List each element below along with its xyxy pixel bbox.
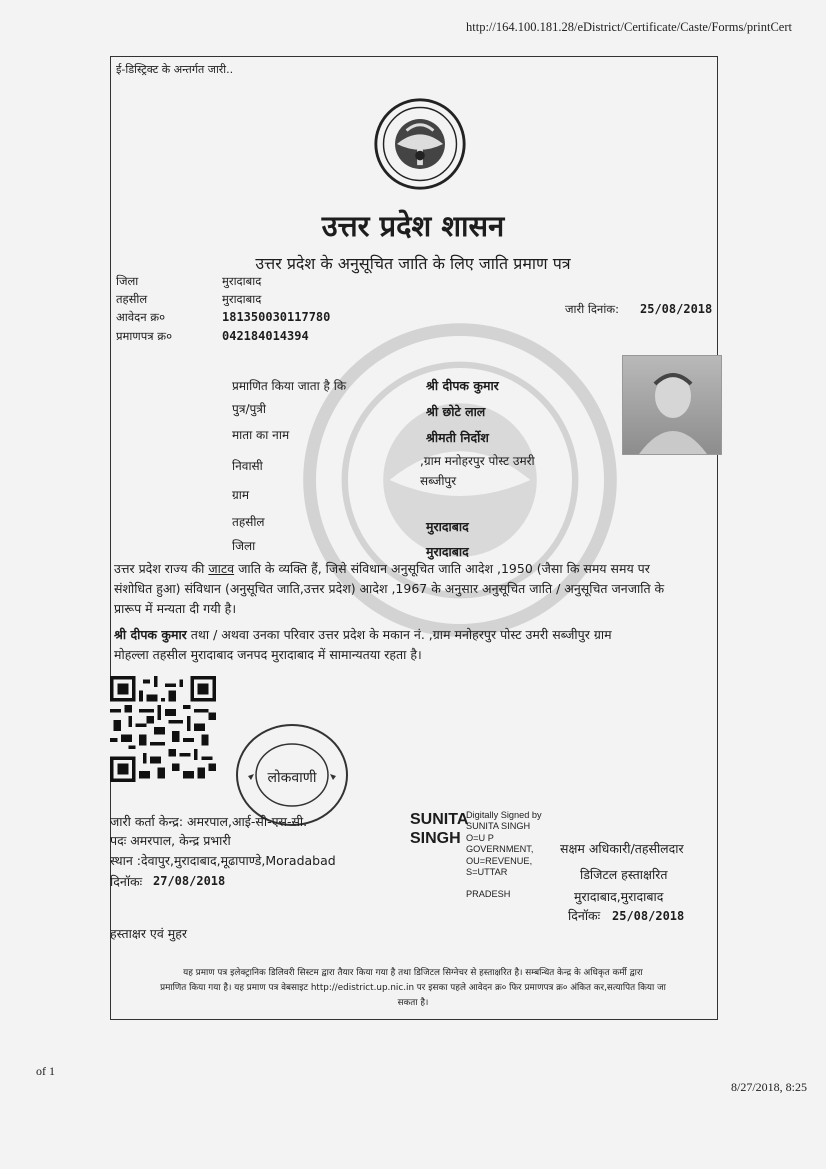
issuer-date: 27/08/2018 [153, 874, 226, 888]
issuer-date-label: दिनॉकः [110, 874, 143, 889]
certificate-title: उत्तर प्रदेश के अनुसूचित जाति के लिए जाति प्रमाण पत्र [255, 254, 571, 273]
officer-title: सक्षम अधिकारी/तहसीलदार [560, 841, 684, 856]
officer-location: मुरादाबाद,मुरादाबाद [574, 889, 664, 904]
up-emblem-icon [372, 96, 468, 192]
paragraph1-line1: उत्तर प्रदेश राज्य की जाटव जाति के व्यक्ति हैं, जिसे संविधान अनुसूचित जाति आदेश ,1950 (जैसा कि समय समय पर [114, 561, 650, 576]
signature-seal-label: हस्ताक्षर एवं मुहर [110, 926, 187, 941]
caste-name: जाटव [208, 561, 235, 576]
digital-signer-name: SUNITA SINGH [410, 811, 469, 847]
certificate-label: प्रमाणपत्र क्र० [116, 329, 173, 343]
district-field-value: मुरादाबाद [426, 544, 469, 559]
district-value: मुरादाबाद [222, 274, 262, 288]
applicant-name: श्री दीपक कुमार [426, 378, 499, 393]
father-name: श्री छोटे लाल [426, 404, 486, 419]
application-number: 181350030117780 [222, 310, 331, 324]
officer-date: 25/08/2018 [612, 909, 685, 923]
issue-date-label: जारी दिनांक: [565, 302, 620, 316]
print-url: http://164.100.181.28/eDistrict/Certificate/Caste/Forms/printCert [466, 20, 792, 34]
person-photo-icon [623, 356, 721, 454]
tehsil-value: मुरादाबाद [222, 292, 262, 306]
officer-digital-signed: डिजिटल हस्ताक्षरित [580, 867, 668, 882]
mother-label: माता का नाम [232, 428, 290, 442]
village-label: ग्राम [232, 488, 250, 502]
footer-note: यह प्रमाण पत्र इलेक्ट्रानिक डिलिवरी सिस्टम द्वारा तैयार किया गया है तथा डिजिटल सिग्नेचर से हस्ताक्षरित है। सम्बन्धित केन्द्र के अधिकृत कर्मी द्वारा प्रमाणित किया गया है। यह प्रमाण पत्र वेबसाइट http://edistrict.up.nic.in पर इसका पहले आवेदन क्र० फिर प्रमाणपत्र क्र० अंकित कर,सत्यापित किया जा सकता है। [160, 968, 666, 1008]
issuer-post: पदः अमरपाल, केन्द्र प्रभारी [110, 833, 231, 848]
paragraph1-line3: प्रारूप में मन्यता दी गयी है। [114, 601, 237, 616]
paragraph2-line1: श्री दीपक कुमार तथा / अथवा उनका परिवार उत्तर प्रदेश के मकान नं. ,ग्राम मनोहरपुर पोस्ट उमरी सब्जीपुर ग्राम [114, 627, 612, 642]
application-label: आवेदन क्र० [116, 310, 166, 324]
paragraph1-line2: संशोधित हुआ) संविधान (अनुसूचित जाति,उत्तर प्रदेश) आदेश ,1967 के अनुसार अनुसूचित जाति / अनुसूचित जनजाति के [114, 581, 665, 596]
issuer-place: स्थान :देवापुर,मुरादाबाद,मूढापाण्डे,Moradabad [110, 853, 336, 868]
paragraph2-line2: मोहल्ला तहसील मुरादाबाद जनपद मुरादाबाद में सामान्यतया रहता है। [114, 647, 422, 662]
issuing-center: जारी कर्ता केन्द्र: अमरपाल,आई-सी-एस-सी. [110, 814, 308, 829]
issue-date: 25/08/2018 [640, 302, 713, 316]
applicant-photo [622, 355, 722, 455]
certified-label: प्रमाणित किया जाता है कि [232, 379, 347, 393]
relation-label: पुत्र/पुत्री [232, 402, 267, 416]
digital-signature-details: Digitally Signed by SUNITA SINGH O=U P GOVERNMENT, OU=REVENUE, S=UTTAR PRADESH [466, 810, 542, 900]
issued-under-label: ई-डिस्ट्रिक्ट के अन्तर्गत जारी.. [116, 63, 234, 76]
tehsil-field-label: तहसील [232, 515, 265, 529]
resident-line2: सब्जीपुर [420, 474, 457, 488]
tehsil-field-value: मुरादाबाद [426, 519, 469, 534]
tehsil-label: तहसील [116, 292, 148, 306]
officer-date-label: दिनॉकः [568, 908, 601, 923]
resident-label: निवासी [232, 459, 263, 473]
page-count: of 1 [36, 1064, 55, 1078]
government-title: उत्तर प्रदेश शासन [321, 209, 505, 243]
district-field-label: जिला [232, 539, 256, 553]
print-datetime: 8/27/2018, 8:25 [731, 1080, 808, 1094]
district-label: जिला [116, 274, 139, 288]
certificate-number: 042184014394 [222, 329, 309, 343]
resident-line1: ,ग्राम मनोहरपुर पोस्ट उमरी [420, 454, 535, 468]
stamp-text: लोकवाणी [267, 770, 317, 786]
mother-name: श्रीमती निर्दोश [426, 430, 489, 445]
qr-code-icon [110, 676, 216, 782]
